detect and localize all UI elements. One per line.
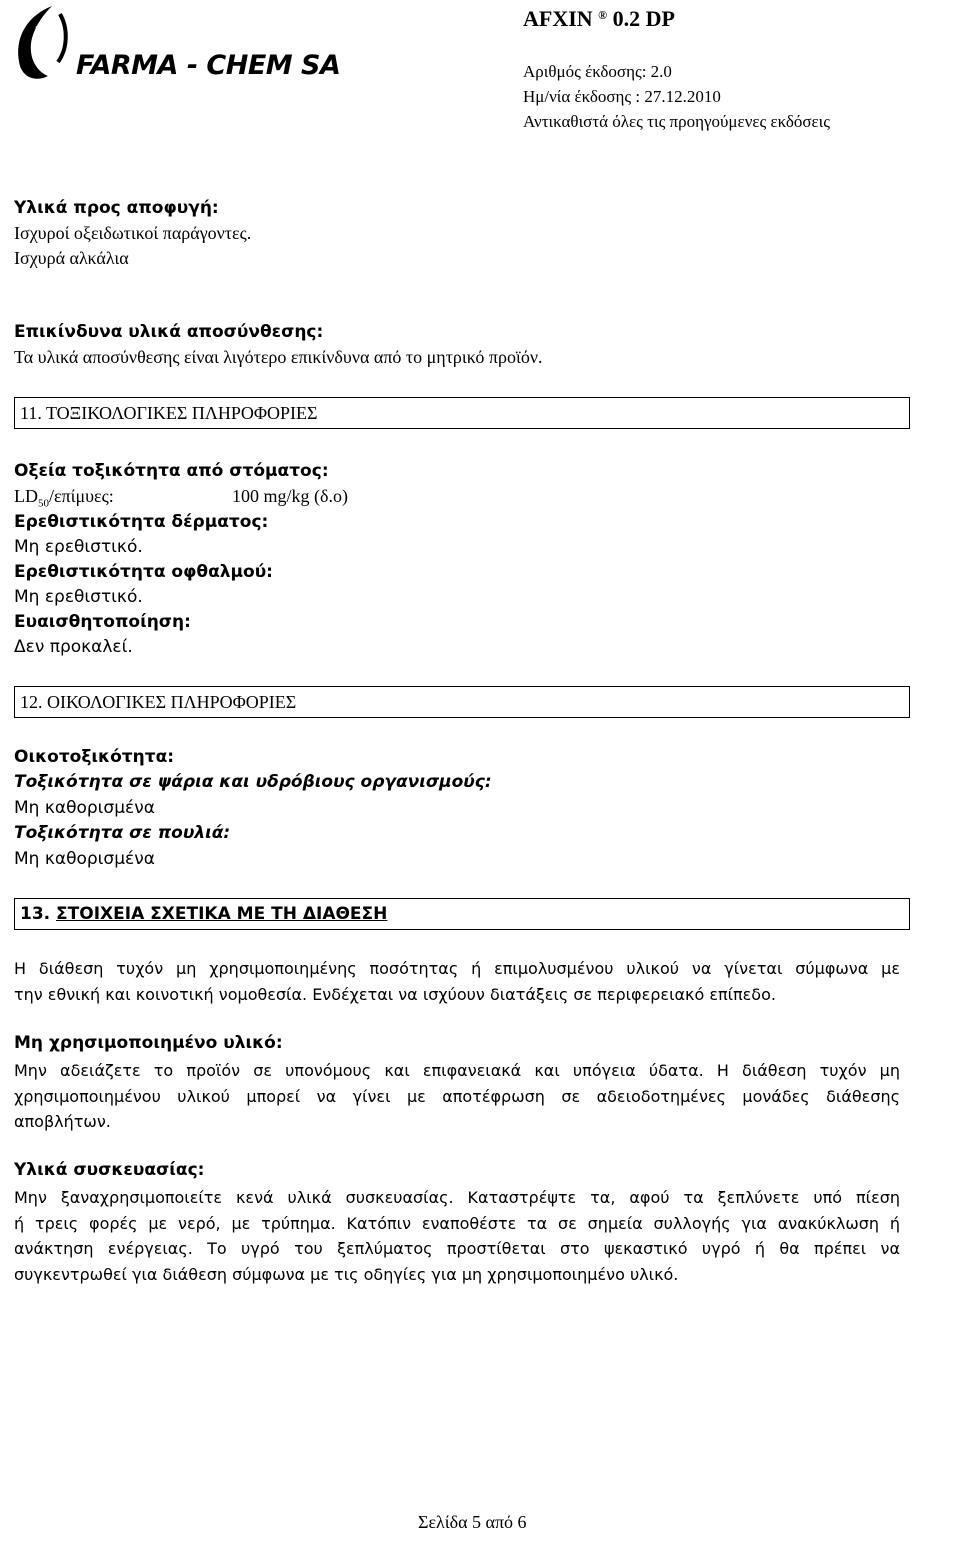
sensitisation-label: Ευαισθητοποίηση: [14, 612, 191, 632]
paragraph-line: αποβλήτων. [14, 1112, 111, 1131]
paragraph-line: Μην ξαναχρησιμοποιείτε κενά υλικά συσκευασίας. Καταστρέψτε τα, αφού τα ξεπλύνετε υπό πίεση [14, 1188, 900, 1207]
section-12-title: 12. ΟΙΚΟΛΟΓΙΚΕΣ ΠΛΗΡΟΦΟΡΙΕΣ [20, 692, 297, 712]
bird-toxicity-label: Τοξικότητα σε πουλιά: [14, 823, 231, 843]
packaging-label: Υλικά συσκευασίας: [14, 1160, 205, 1180]
ld-prefix: LD [14, 486, 38, 506]
packaging-paragraph [14, 1185, 900, 1287]
paragraph-line: ή τρεις φορές με νερό, με τρύπημα. Κατόπιν εναποθέστε τα σε σημεία συλλογής για ανακύκλωση ή [14, 1213, 900, 1233]
section-13-title [20, 904, 387, 924]
edition-number: Αριθμός έκδοσης: 2.0 [523, 62, 672, 81]
company-logo [12, 4, 362, 82]
section-13-title-text: ΣΤΟΙΧΕΙΑ ΣΧΕΤΙΚΑ ΜΕ ΤΗ ΔΙΑΘΕΣΗ [56, 904, 388, 924]
ld-value: 100 mg/kg (δ.ο) [232, 486, 348, 506]
paragraph-line: χρησιμοποιημένου υλικού μπορεί να γίνει με αποτέφρωση σε αδειοδοτημένες μονάδες διάθεσης [14, 1086, 900, 1106]
skin-irritation-value: Μη ερεθιστικό. [14, 537, 143, 557]
paragraph-line: συγκεντρωθεί για διάθεση σύμφωνα με τις οδηγίες για μη χρησιμοποιημένο υλικό. [14, 1264, 679, 1284]
ld-subscript: 50 [38, 497, 49, 510]
product-title [523, 6, 675, 32]
bird-toxicity-value: Μη καθορισμένα [14, 849, 155, 869]
decomposition-text: Τα υλικά αποσύνθεσης είναι λιγότερο επικίνδυνα από το μητρικό προϊόν. [14, 347, 543, 367]
section-13-number: 13. [20, 904, 57, 924]
unused-material-label: Μη χρησιμοποιημένο υλικό: [14, 1033, 283, 1053]
fish-toxicity-label: Τοξικότητα σε ψάρια και υδρόβιους οργανισμούς: [14, 772, 492, 792]
section-11-header [14, 397, 910, 429]
skin-irritation-label: Ερεθιστικότητα δέρματος: [14, 512, 269, 532]
paragraph-line: ανάκτηση ενέργειας. Το υγρό του ξεπλύματος προστίθεται στο ψεκαστικό υγρό ή θα πρέπει να [14, 1239, 900, 1258]
wheat-leaf-logo-icon [12, 4, 72, 80]
materials-avoid-item: Ισχυροί οξειδωτικοί παράγοντες. [14, 223, 252, 243]
product-name: AFXIN [523, 6, 593, 31]
acute-oral-label: Οξεία τοξικότητα από στόματος: [14, 461, 329, 481]
disposal-paragraph [14, 956, 900, 1007]
materials-avoid-item: Ισχυρά αλκάλια [14, 248, 129, 268]
registered-mark: ® [598, 8, 608, 22]
paragraph-line: Η διάθεση τυχόν μη χρησιμοποιημένης ποσότητας ή επιμολυσμένου υλικού να γίνεται σύμφωνα με [14, 959, 900, 978]
section-12-header [14, 686, 910, 718]
ld-species: /επίμυες: [49, 486, 114, 506]
ecotoxicity-label: Οικοτοξικότητα: [14, 747, 175, 767]
edition-date: Ημ/νία έκδοσης : 27.12.2010 [523, 87, 721, 106]
eye-irritation-value: Μη ερεθιστικό. [14, 587, 143, 607]
unused-material-paragraph [14, 1058, 900, 1135]
ld50-row [14, 486, 114, 510]
eye-irritation-label: Ερεθιστικότητα οφθαλμού: [14, 562, 273, 582]
sensitisation-value: Δεν προκαλεί. [14, 637, 133, 657]
replaces-note: Αντικαθιστά όλες τις προηγούμενες εκδόσεις [523, 112, 830, 131]
materials-avoid-label: Υλικά προς αποφυγή: [14, 198, 219, 218]
paragraph-line: την εθνική και κοινοτική νομοθεσία. Ενδέχεται να ισχύουν διατάξεις σε περιφερειακό επίπεδο. [14, 984, 776, 1004]
page-number: Σελίδα 5 από 6 [418, 1512, 527, 1532]
section-13-header [14, 898, 910, 930]
fish-toxicity-value: Μη καθορισμένα [14, 798, 155, 818]
company-name: FARMA - CHEM SA [76, 50, 341, 81]
decomposition-label: Επικίνδυνα υλικά αποσύνθεσης: [14, 322, 324, 342]
paragraph-line: Μην αδειάζετε το προϊόν σε υπονόμους και επιφανειακά και υπόγεια ύδατα. Η διάθεση τυχόν μη [14, 1061, 900, 1080]
product-suffix: 0.2 DP [612, 6, 675, 31]
section-11-title: 11. ΤΟΞΙΚΟΛΟΓΙΚΕΣ ΠΛΗΡΟΦΟΡΙΕΣ [20, 403, 318, 423]
